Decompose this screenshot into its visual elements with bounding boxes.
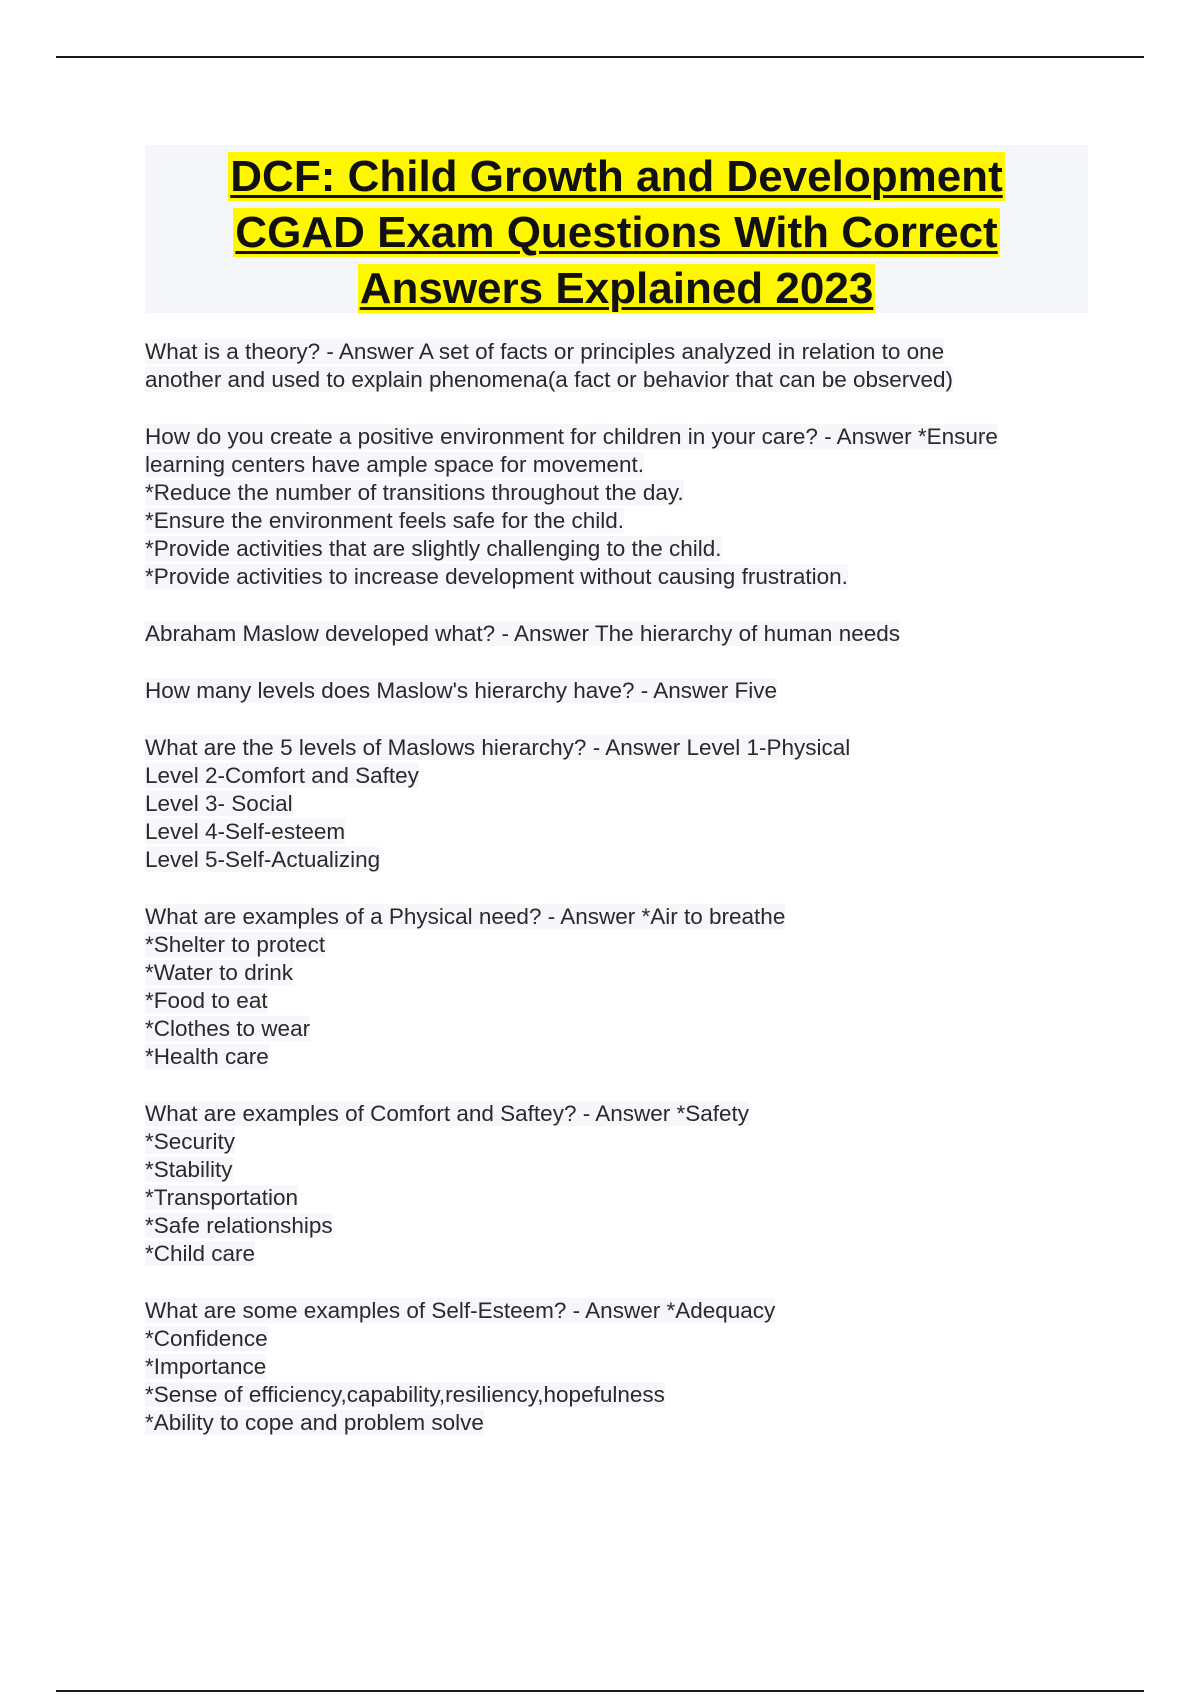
qa-line: *Ensure the environment feels safe for the child. [145,508,625,533]
qa-list [145,338,1095,1466]
qa-line: *Health care [145,1044,269,1069]
top-rule [56,56,1144,58]
qa-line: Level 5-Self-Actualizing [145,847,381,872]
document-title [145,145,1088,313]
qa-line: another and used to explain phenomena(a fact or behavior that can be observed) [145,367,954,392]
qa-line: *Water to drink [145,960,293,985]
qa-item [145,1297,1095,1437]
qa-line: Level 4-Self-esteem [145,819,346,844]
qa-line: *Security [145,1129,236,1154]
qa-line: How do you create a positive environment for children in your care? - Answer *Ensure [145,424,998,449]
qa-line: *Provide activities to increase development without causing frustration. [145,564,848,589]
qa-line: *Clothes to wear [145,1016,311,1041]
qa-line: Abraham Maslow developed what? - Answer The hierarchy of human needs [145,621,901,646]
qa-line: *Transportation [145,1185,298,1210]
bottom-rule [56,1690,1144,1692]
qa-line: What is a theory? - Answer A set of facts or principles analyzed in relation to one [145,339,945,364]
qa-line: *Provide activities that are slightly challenging to the child. [145,536,722,561]
qa-line: *Stability [145,1157,233,1182]
qa-line: Level 2-Comfort and Saftey [145,763,419,788]
title-line: Answers Explained 2023 [359,264,874,313]
qa-line: *Reduce the number of transitions throughout the day. [145,480,684,505]
qa-item [145,423,1095,591]
qa-line: What are some examples of Self-Esteem? - Answer *Adequacy [145,1298,776,1323]
qa-line: learning centers have ample space for movement. [145,452,645,477]
qa-line: What are examples of a Physical need? - Answer *Air to breathe [145,904,786,929]
qa-line: What are the 5 levels of Maslows hierarchy? - Answer Level 1-Physical [145,735,851,760]
title-line: CGAD Exam Questions With Correct [235,208,998,257]
qa-item [145,620,1095,648]
qa-item [145,734,1095,874]
qa-line: *Sense of efficiency,capability,resiliency,hopefulness [145,1382,665,1407]
qa-item [145,677,1095,705]
qa-line: *Shelter to protect [145,932,326,957]
qa-item [145,338,1095,394]
qa-line: Level 3- Social [145,791,293,816]
qa-line: *Food to eat [145,988,268,1013]
qa-line: *Ability to cope and problem solve [145,1410,484,1435]
title-line: DCF: Child Growth and Development [230,152,1003,201]
qa-line: How many levels does Maslow's hierarchy have? - Answer Five [145,678,778,703]
qa-line: *Safe relationships [145,1213,333,1238]
qa-line: *Child care [145,1241,256,1266]
qa-item [145,903,1095,1071]
qa-line: What are examples of Comfort and Saftey? - Answer *Safety [145,1101,750,1126]
qa-line: *Confidence [145,1326,268,1351]
qa-line: *Importance [145,1354,267,1379]
qa-item [145,1100,1095,1268]
